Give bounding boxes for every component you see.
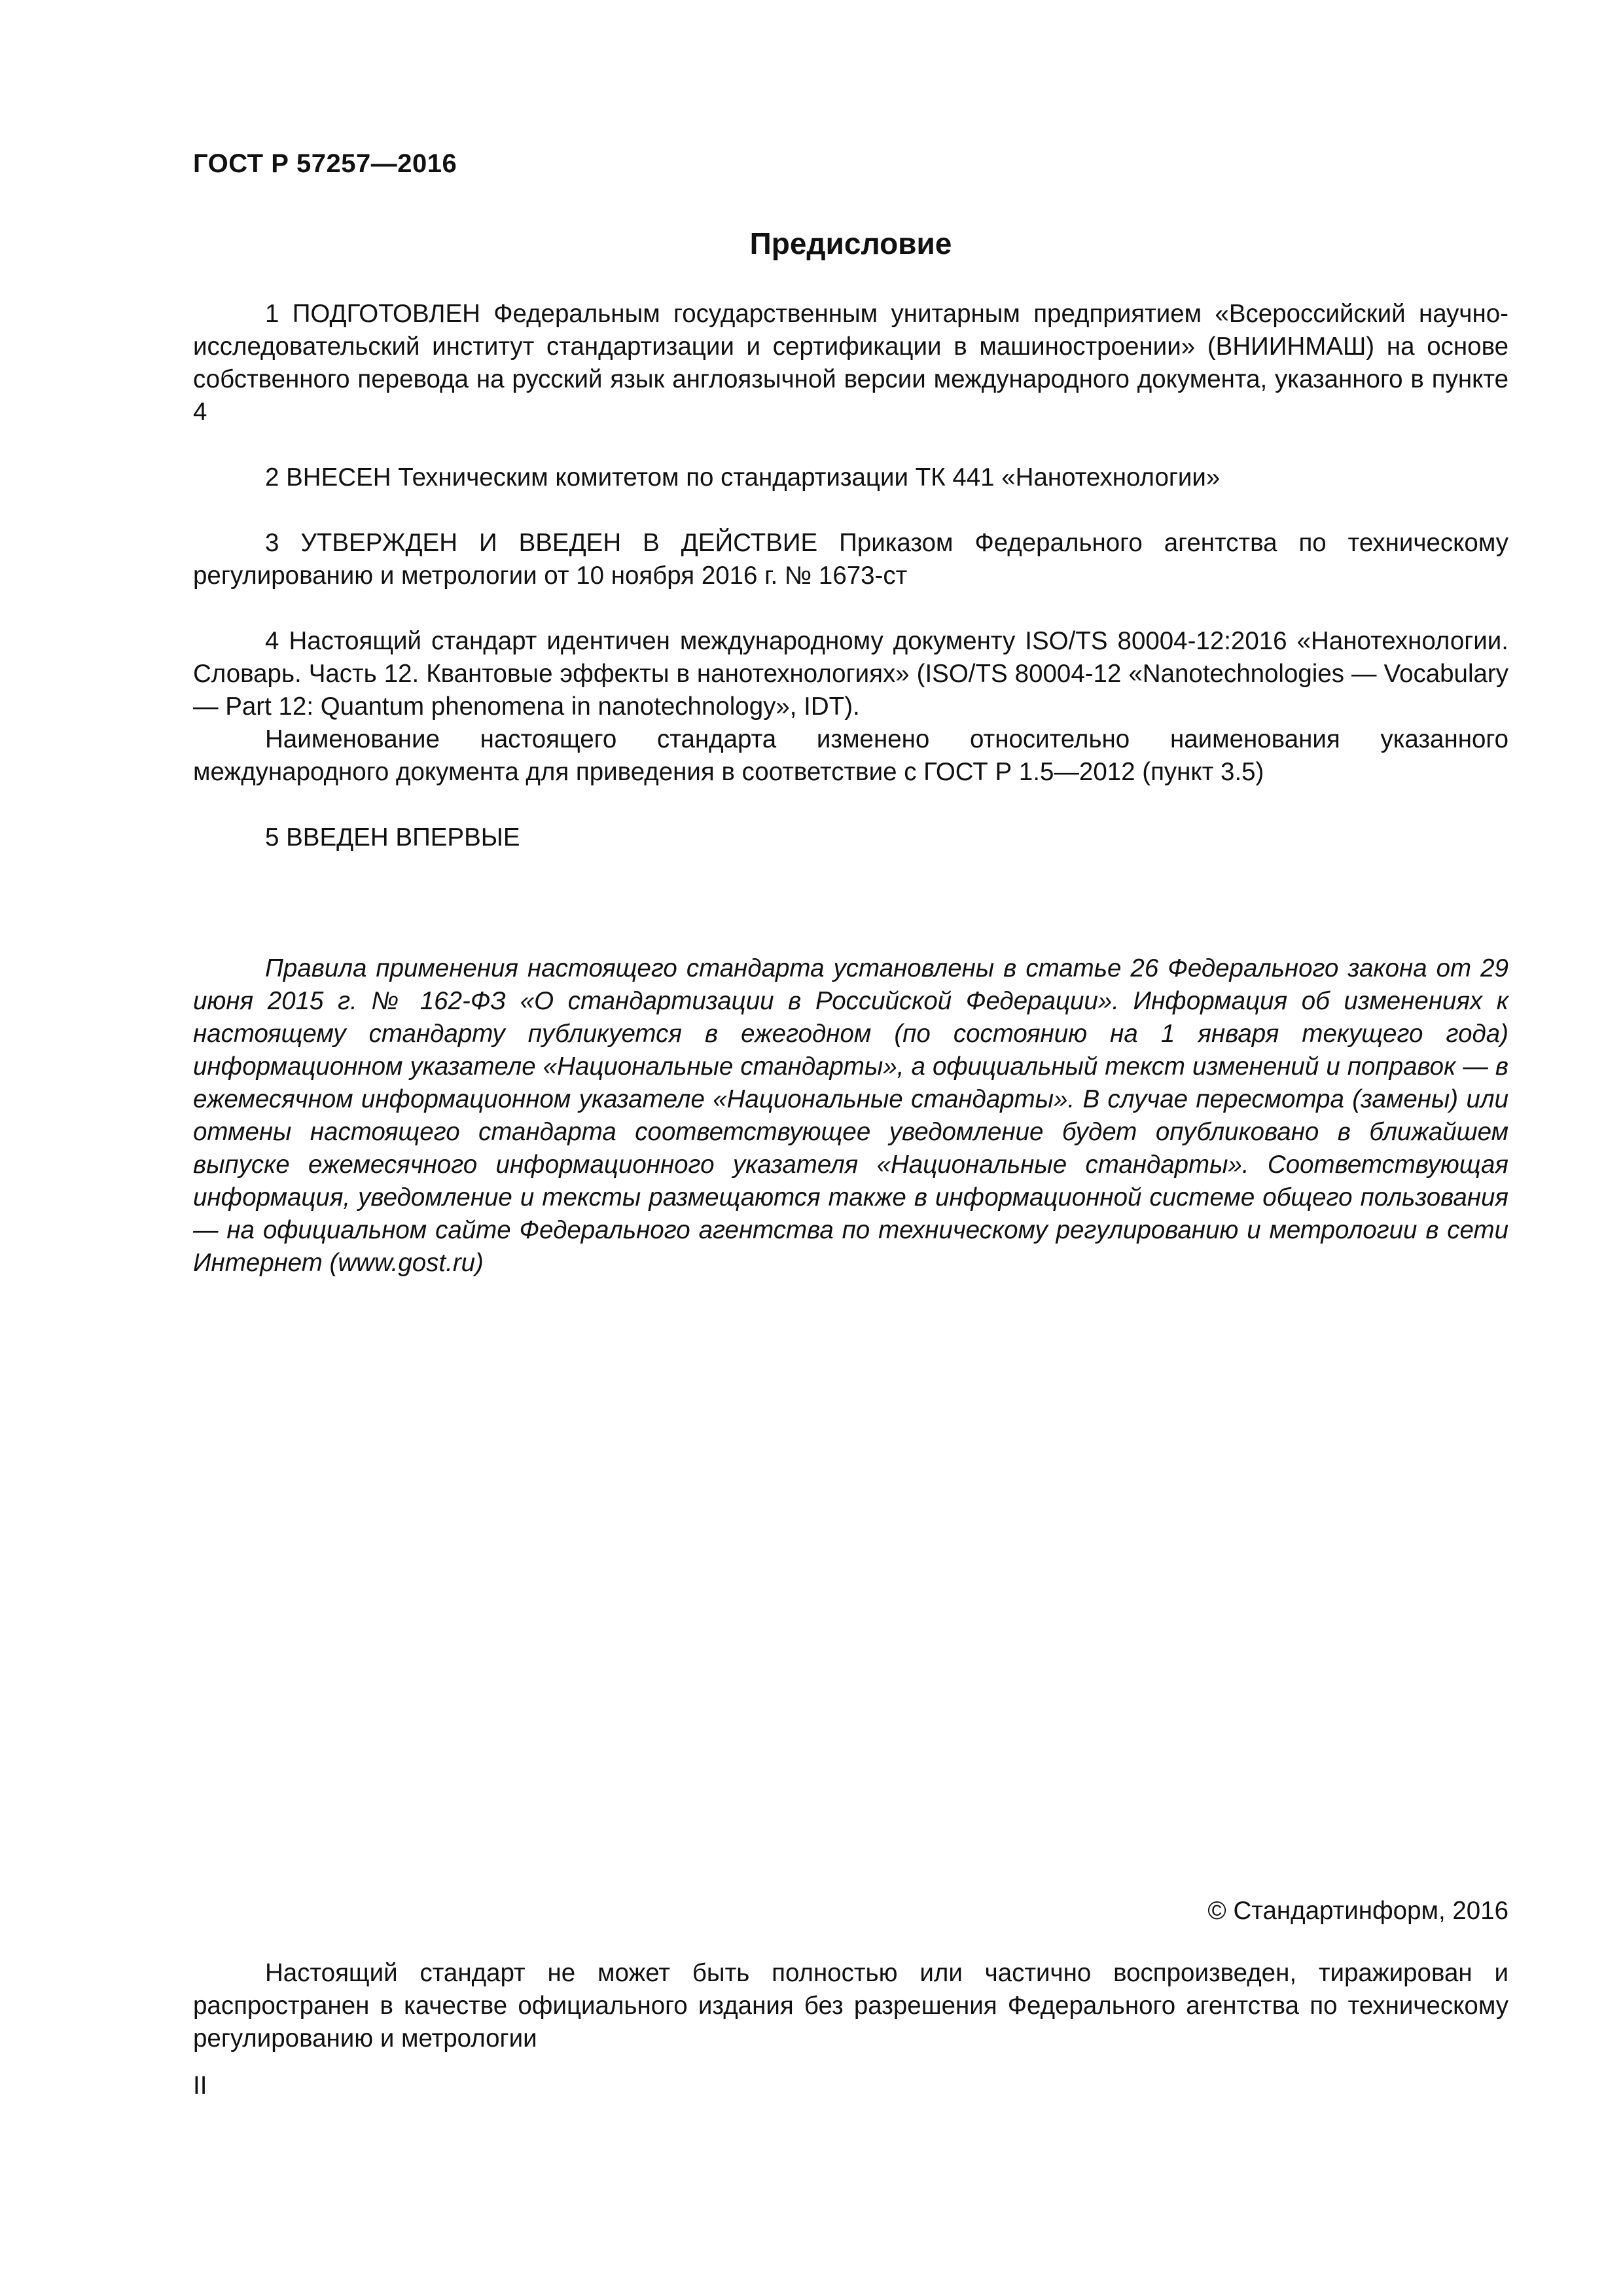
preface-item-2-text: 2 ВНЕСЕН Техническим комитетом по стандартизации ТК 441 «Нанотехнологии» bbox=[265, 463, 1221, 492]
document-code: ГОСТ Р 57257—2016 bbox=[193, 149, 457, 178]
preface-item-5 bbox=[193, 821, 1508, 854]
application-rules bbox=[193, 952, 1508, 1280]
page-number: II bbox=[193, 2072, 207, 2100]
copyright: © Стандартинформ, 2016 bbox=[1207, 1897, 1508, 1925]
preface-item-5-text: 5 ВВЕДЕН ВПЕРВЫЕ bbox=[265, 823, 520, 852]
preface-title: Предисловие bbox=[749, 226, 952, 260]
application-rules-text: Правила применения настоящего стандарта установлены в статье 26 Федерального закона от 29 июня 2015 г. № 162-ФЗ «О стандартизации в Российской Федерации». Информация об изменениях к настоящему стандарту публикуется в ежегодном (по состоянию на 1 января текущего года) информационном указателе «Национальные стандарты», а официальный текст изменений и поправок — в ежемесячном информационном указателе «Национальные стандарты». В случае пересмотра (замены) или отмены настоящего стандарта соответствующее уведомление будет опубликовано в ближайшем выпуске ежемесячного информационного указателя «Национальные стандарты». Соответствующая информация, уведомление и тексты размещаются также в информационной системе общего пользования — на официальном сайте Федерального агентства по техническому регулированию и метрологии в сети Интернет (www.gost.ru) bbox=[193, 954, 1508, 1277]
preface-item-3-text: 3 УТВЕРЖДЕН И ВВЕДЕН В ДЕЙСТВИЕ Приказом Федерального агентства по техническому регулированию и метрологии от 10 ноября 2016 г. № 1673-ст bbox=[193, 529, 1508, 590]
reproduction-notice-text: Настоящий стандарт не может быть полностью или частично воспроизведен, тиражирован и распространен в качестве официального издания без разрешения Федерального агентства по техническому регулированию и метрологии bbox=[193, 1959, 1508, 2053]
preface-item-1 bbox=[193, 298, 1508, 429]
reproduction-notice bbox=[193, 1957, 1508, 2055]
preface-item-4-note: Наименование настоящего стандарта изменено относительно наименования указанного международного документа для приведения в соответствие с ГОСТ Р 1.5—2012 (пункт 3.5) bbox=[193, 725, 1508, 786]
preface-item-2 bbox=[193, 461, 1508, 494]
preface-item-3 bbox=[193, 527, 1508, 592]
preface-item-1-text: 1 ПОДГОТОВЛЕН Федеральным государственным унитарным предприятием «Всероссийский научно-исследовательский институт стандартизации и сертификации в машиностроении» (ВНИИНМАШ) на основе собственного перевода на русский язык англоязычной версии международного документа, указанного в пункте 4 bbox=[193, 300, 1508, 426]
preface-item-4-text: 4 Настоящий стандарт идентичен международному документу ISO/TS 80004-12:2016 «Нанотехнологии. Словарь. Часть 12. Квантовые эффекты в нанотехнологиях» (ISO/TS 80004-12 «Nanotechnologies — Vocabulary — Part 12: Quantum phenomena in nanotechnology», IDT). bbox=[193, 627, 1508, 721]
preface-item-4 bbox=[193, 625, 1508, 789]
